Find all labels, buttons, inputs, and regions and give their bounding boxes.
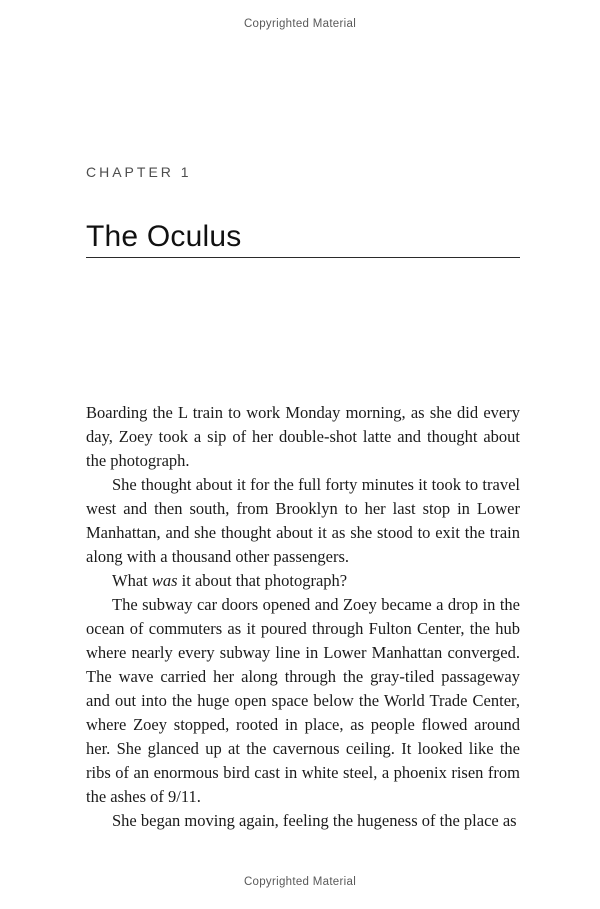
title-rule (86, 257, 520, 258)
text-segment: She began moving again, feeling the hugeness of the place as (112, 811, 517, 830)
body-paragraph (86, 401, 520, 473)
text-segment: What (112, 571, 152, 590)
text-segment: She thought about it for the full forty minutes it took to travel west and then south, from Brooklyn to her last stop in Lower Manhattan, and she thought about it as she stood to exit the train along with a thousand other passengers. (86, 475, 520, 566)
chapter-label: CHAPTER 1 (86, 164, 192, 180)
chapter-title: The Oculus (86, 220, 242, 253)
body-paragraph (86, 809, 520, 833)
text-segment: it about that photograph? (177, 571, 348, 590)
italic-text-segment: was (151, 571, 178, 590)
body-paragraph (86, 473, 520, 569)
text-segment: Boarding the L train to work Monday morning, as she did every day, Zoey took a sip of her double-shot latte and thought about the photograph. (86, 403, 520, 470)
body-paragraph (86, 593, 520, 809)
body-paragraph (86, 569, 520, 593)
copyright-notice-bottom: Copyrighted Material (243, 876, 357, 888)
copyright-notice-top: Copyrighted Material (243, 18, 357, 30)
text-segment: The subway car doors opened and Zoey became a drop in the ocean of commuters as it poured through Fulton Center, the hub where nearly every subway line in Lower Manhattan converged. The wave carried her along through the gray-tiled passageway and out into the huge open space below the World Trade Center, where Zoey stopped, rooted in place, as people flowed around her. She glanced up at the cavernous ceiling. It looked like the ribs of an enormous bird cast in white steel, a phoenix risen from the ashes of 9/11. (86, 595, 520, 806)
body-text (86, 401, 520, 833)
